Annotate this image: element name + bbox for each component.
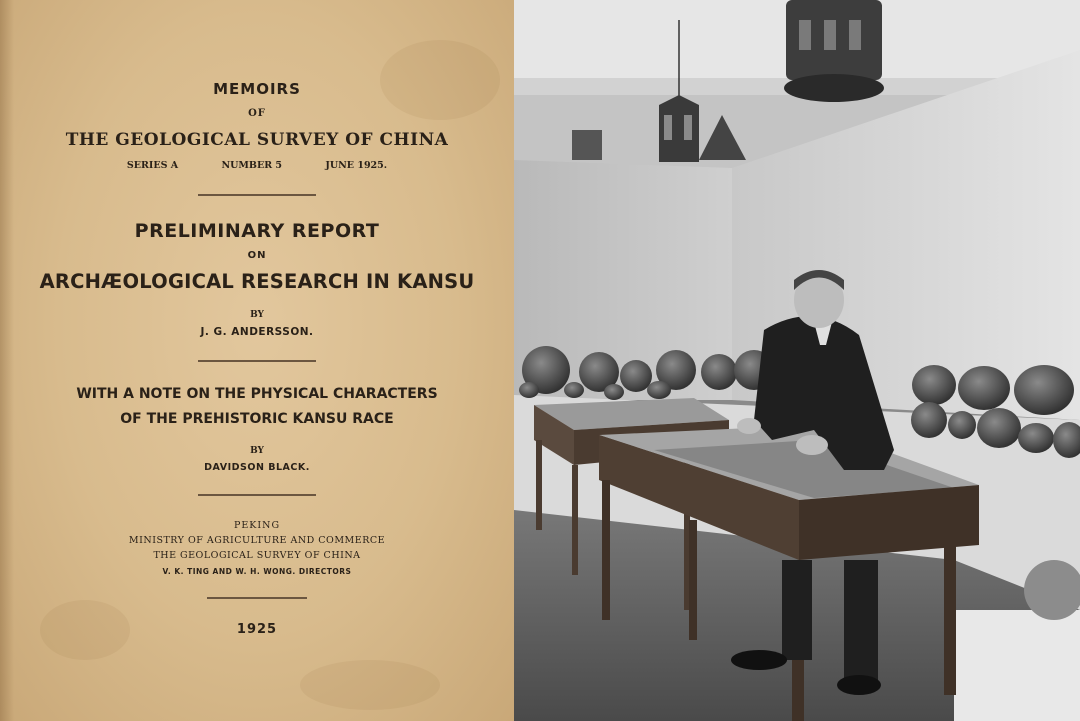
divider [198, 360, 316, 362]
publisher-text: THE GEOLOGICAL SURVEY OF CHINA [153, 550, 361, 561]
publication-year: 1925 [236, 622, 278, 637]
paper-stain [300, 660, 440, 710]
museum-scene [514, 0, 1080, 721]
author-name: J. G. ANDERSSON. [200, 326, 314, 338]
series-title: MEMOIRS [213, 80, 301, 98]
date-label: JUNE 1925. [325, 160, 388, 171]
note-author-name: DAVIDSON BLACK. [204, 462, 310, 473]
series-label: SERIES A [126, 160, 179, 171]
wall-vent [572, 130, 602, 160]
by-text: BY [250, 446, 264, 456]
report-title-line1: PRELIMINARY REPORT [134, 220, 380, 242]
hanging-lantern-large [784, 0, 884, 102]
by-text: BY [250, 310, 264, 320]
number-label: NUMBER 5 [221, 160, 283, 171]
place-text: PEKING [233, 520, 281, 531]
note-title-line2: OF THE PREHISTORIC KANSU RACE [120, 411, 394, 427]
ministry-text: MINISTRY OF AGRICULTURE AND COMMERCE [128, 535, 386, 546]
note-title-line1: WITH A NOTE ON THE PHYSICAL CHARACTERS [76, 386, 438, 402]
series-line [0, 160, 514, 171]
foreground-pedestal [954, 610, 1080, 721]
memoir-title-page [0, 0, 514, 721]
institution-title: THE GEOLOGICAL SURVEY OF CHINA [65, 130, 449, 150]
divider [198, 194, 316, 196]
divider [198, 494, 316, 496]
museum-photograph [514, 0, 1080, 721]
of-text: OF [248, 108, 266, 119]
report-on: ON [247, 250, 267, 261]
divider [207, 597, 307, 599]
directors-text: V. K. TING AND W. H. WONG. DIRECTORS [162, 567, 352, 576]
report-title-line2: ARCHÆOLOGICAL RESEARCH IN KANSU [39, 270, 475, 293]
